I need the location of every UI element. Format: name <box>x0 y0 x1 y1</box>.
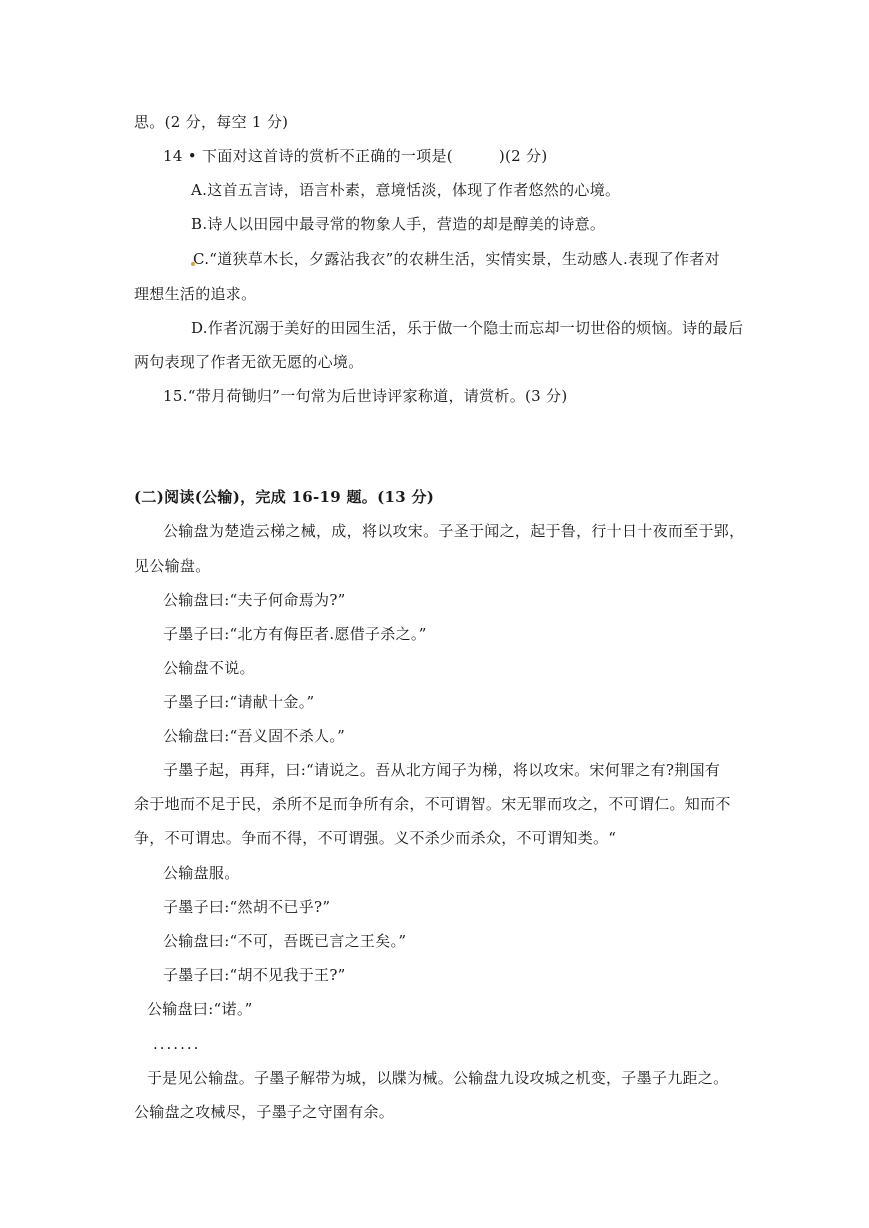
passage-paragraph-5: 子墨子曰:“请献十金。” <box>163 693 315 711</box>
question-14-stem: 14 • 下面对这首诗的赏析不正确的一项是( )(2 分) <box>163 147 548 165</box>
passage-paragraph-2: 公输盘曰:“夫子何命焉为?” <box>163 591 346 609</box>
passage-paragraph-1-line2: 见公输盘。 <box>134 557 211 575</box>
question-14-option-d-line1: D.作者沉溺于美好的田园生活，乐于做一个隐士而忘却一切世俗的烦恼。诗的最后 <box>191 319 744 337</box>
question-15-stem: 15.“带月荷锄归”一句常为后世诗评家称道，请赏析。(3 分) <box>163 387 568 405</box>
passage-paragraph-3: 子墨子曰:“北方有侮臣者.愿借子杀之。” <box>163 625 427 643</box>
passage-paragraph-6: 公输盘曰:“吾义固不杀人。” <box>163 727 346 745</box>
passage-ellipsis: ....... <box>153 1035 201 1053</box>
passage-paragraph-8: 公输盘服。 <box>163 864 240 882</box>
question-14-option-b: B.诗人以田园中最寻常的物象人手，营造的却是醇美的诗意。 <box>191 215 606 233</box>
question-14-option-c-line1: C.“道狭草木长，夕露沾我衣”的农耕生活，实情实景，生动感人.表现了作者对 <box>193 250 720 268</box>
passage-paragraph-12: 公输盘曰:“诺。” <box>147 1000 253 1018</box>
passage-paragraph-9: 子墨子曰:“然胡不已乎?” <box>163 898 331 916</box>
passage-paragraph-1-line1: 公输盘为楚造云梯之械，成，将以攻宋。子圣于闻之，起于鲁，行十日十夜而至于郢， <box>163 522 745 540</box>
passage-paragraph-7-line2: 余于地而不足于民，杀所不足而争所有余，不可谓智。宋无罪而攻之，不可谓仁。知而不 <box>134 795 731 813</box>
passage-paragraph-4: 公输盘不说。 <box>163 659 255 677</box>
question-14-option-d-line2: 两句表现了作者无欲无愿的心境。 <box>134 353 364 371</box>
question-14-option-c-line2: 理想生活的追求。 <box>134 285 257 303</box>
question-14-option-a: A.这首五言诗，语言朴素，意境恬淡，体现了作者悠然的心境。 <box>191 181 621 199</box>
prev-answer-tail: 思。(2 分，每空 1 分) <box>134 113 289 131</box>
passage-paragraph-10: 公输盘曰:“不可，吾既已言之王矣。” <box>163 932 407 950</box>
reading-section-heading: (二)阅读(公输)，完成 16-19 题。(13 分) <box>134 488 435 506</box>
passage-paragraph-13-line1: 于是见公输盘。子墨子解带为城，以牒为械。公输盘九设攻城之机变，子墨子九距之。 <box>147 1069 729 1087</box>
passage-paragraph-13-line2: 公输盘之攻械尽，子墨子之守圉有余。 <box>134 1103 395 1121</box>
passage-paragraph-7-line1: 子墨子起，再拜，曰:“请说之。吾从北方闻子为梯，将以攻宋。宋何罪之有?荆国有 <box>163 761 721 779</box>
passage-paragraph-11: 子墨子曰:“胡不见我于王?” <box>163 966 346 984</box>
passage-paragraph-7-line3: 争，不可谓忠。争而不得，不可谓强。义不杀少而杀众，不可谓知类。“ <box>134 829 617 847</box>
